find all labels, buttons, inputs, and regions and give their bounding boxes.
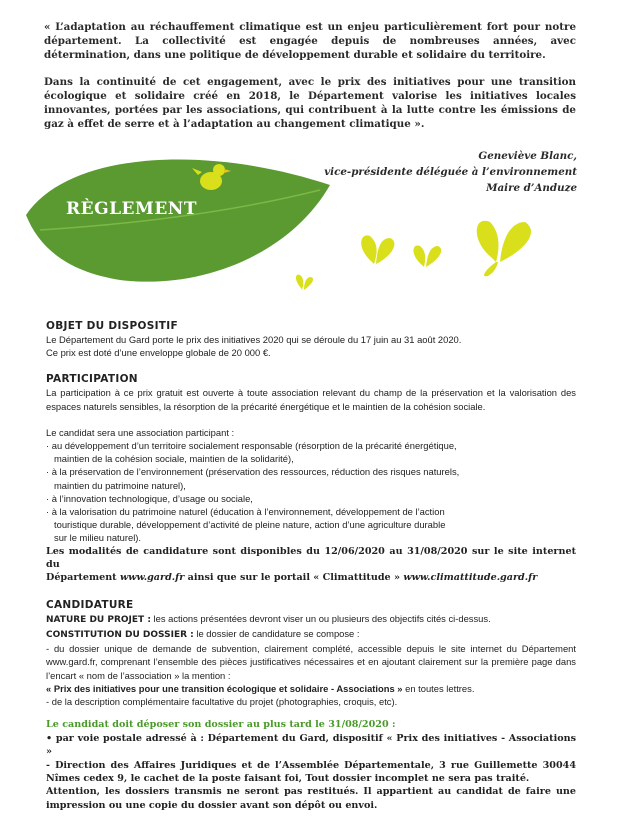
candidate-intro: Le candidat sera une association participant : (46, 426, 235, 438)
postal-line: • par voie postale adressé à : Département du Gard, dispositif « Prix des initiatives - Associations » (46, 732, 576, 758)
leaf-shape (26, 160, 330, 282)
intro-quote (44, 20, 576, 143)
section-objet (46, 320, 576, 359)
dossier-item-1: - du dossier unique de demande de subvention, clairement complété, accessible depuis le site internet du Département www.gard.fr, comprenant l’ensemble des pièces justificatives nécessaires et en ajoutant clairement sur la première page dans l’encart « nom de l’association » la mention : (46, 643, 576, 681)
quote-paragraph-2: Dans la continuité de cet engagement, avec le prix des initiatives pour une transition écologique et solidaire créé en 2018, le Département valorise les initiatives locales innovantes, portées par les associations, qui contribuent à la lutte contre les émissions de gaz à effet de serre et à l’adaptation au changement climatique ». (44, 75, 576, 131)
signature-name: Geneviève Blanc, (478, 150, 577, 162)
list-item-continued: maintien du patrimoine naturel), (54, 479, 186, 491)
list-item: · à l’innovation technologique, d’usage ou sociale, (46, 492, 253, 504)
quote-paragraph-1: « L’adaptation au réchauffement climatique est un enjeu particulièrement fort pour notre département. La collectivité est engagée depuis de nombreuses années, avec détermination, dans une politique de développement durable et solidaire du territoire. (44, 21, 576, 62)
dossier-item-3: - de la description complémentaire facultative du projet (photographies, croquis, etc). (46, 696, 398, 708)
list-item: · au développement d’un territoire socialement responsable (résorption de la précarité énergétique, (46, 440, 457, 452)
section-candidature (46, 599, 576, 812)
butterfly-icon (414, 246, 442, 267)
list-item-continued: maintien de la cohésion sociale, maintien de la solidarité), (54, 453, 294, 465)
constitution-text: le dossier de candidature se compose : (193, 628, 360, 640)
section-participation (46, 373, 576, 584)
mention-suffix: en toutes lettres. (402, 682, 475, 694)
nature-line (46, 612, 576, 627)
section-title: OBJET DU DISPOSITIF (46, 320, 178, 332)
signature-role: vice-présidente déléguée à l’environnement (324, 166, 577, 178)
list-item: · à la valorisation du patrimoine naturel (éducation à l’environnement, développement de l’action (46, 506, 445, 518)
modalities-text: Département (46, 572, 120, 584)
modalities-text: ainsi que sur le portail « Climattitude » (184, 572, 404, 584)
leaf-butterflies-illustration (0, 150, 617, 310)
nature-label: NATURE DU PROJET : (46, 614, 151, 625)
deadline-line: Le candidat doit déposer son dossier au plus tard le 31/08/2020 : (46, 719, 396, 731)
butterfly-icon (361, 235, 394, 264)
list-item-continued: touristique durable, développement d’activité de pleine nature, action d’une agriculture durable (54, 519, 446, 531)
section-title: CANDIDATURE (46, 598, 134, 611)
list-item: · à la préservation de l’environnement (préservation des ressources, réduction des risques naturels, (46, 466, 460, 478)
nature-text: les actions présentées devront viser un ou plusieurs des objectifs cités ci-dessus. (150, 612, 491, 624)
objet-line-1: Le Département du Gard porte le prix des initiatives 2020 qui se déroule du 17 juin au 31 août 2020. (46, 334, 462, 345)
section-title: PARTICIPATION (46, 373, 138, 386)
address-line: - Direction des Affaires Juridiques et de l’Assemblée Départementale, 3 rue Guillemette 30044 Nîmes cedex 9, le cachet de la poste faisant foi, Tout dossier incomplet ne sera pas traité. (46, 759, 576, 784)
modalities-line-1: Les modalités de candidature sont disponibles du 12/06/2020 au 31/08/2020 sur le site internet du (46, 545, 576, 571)
warning-line: Attention, les dossiers transmis ne seront pas restitués. Il appartient au candidat de faire une impression ou une copie du dossier avant son dépôt ou envoi. (46, 786, 576, 811)
objet-line-2: Ce prix est doté d’une enveloppe globale de 20 000 €. (46, 347, 271, 359)
constitution-label: CONSTITUTION DU DOSSIER : (46, 630, 194, 641)
reglement-title: RÈGLEMENT (66, 199, 197, 219)
climattitude-link[interactable]: www.climattitude.gard.fr (403, 572, 538, 584)
constitution-line (46, 627, 576, 642)
gard-link[interactable]: www.gard.fr (119, 572, 185, 584)
modalities-line-2 (46, 571, 576, 584)
participation-intro: La participation à ce prix gratuit est ouverte à toute association relevant du champ de la préservation et la valorisation des espaces naturels sensibles, la résorption de la précarité énergétique et le maintien de la cohésion sociale. (46, 387, 576, 412)
butterfly-icon (296, 275, 313, 290)
signature-mayor: Maire d’Anduze (486, 182, 577, 194)
dossier-item-2 (46, 682, 576, 695)
mention-text: « Prix des initiatives pour une transition écologique et solidaire - Associations » (46, 682, 403, 694)
butterfly-icon (477, 221, 531, 277)
rules-content (46, 320, 576, 826)
list-item-continued: sur le milieu naturel). (54, 532, 142, 544)
